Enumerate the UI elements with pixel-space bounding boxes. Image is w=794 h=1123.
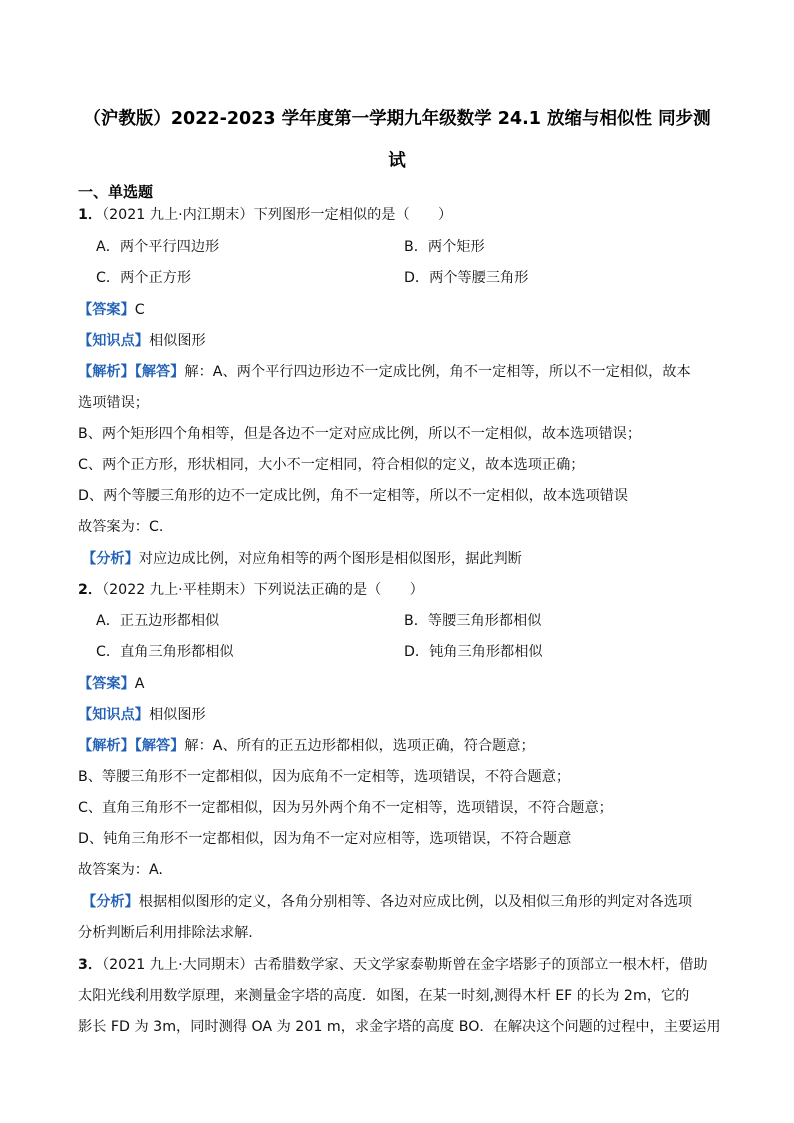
question-source: （2022 九上·平桂期末）	[102, 582, 254, 598]
question-1-knowledge	[78, 332, 206, 350]
question-number: 3．	[78, 957, 103, 973]
question-2-knowledge	[78, 706, 206, 724]
knowledge-tag: 【知识点】	[78, 707, 149, 723]
question-number: 1．	[78, 207, 103, 223]
question-1-analysis-line-3: B、两个矩形四个角相等，但是各边不一定对应成比例，所以不一定相似，故本选项错误；	[78, 426, 642, 442]
question-3-stem-line-1	[78, 956, 708, 974]
knowledge-value: 相似图形	[148, 333, 206, 349]
solution-tag: 【解答】	[134, 364, 185, 380]
analysis-text: 解：A、所有的正五边形都相似，选项正确，符合题意；	[184, 738, 535, 754]
answer-tag: 【答案】	[78, 302, 135, 318]
question-2-analyze-line-1	[82, 893, 692, 911]
document-title-line-1: （沪教版）2022-2023 学年度第一学期九年级数学 24.1 放缩与相似性 同步测	[83, 109, 711, 129]
question-2-analysis-line-2: B、等腰三角形不一定都相似，因为底角不一定相等，选项错误，不符合题意；	[78, 769, 571, 785]
knowledge-tag: 【知识点】	[78, 333, 149, 349]
question-2-analysis-line-4: D、钝角三角形不一定都相似，因为角不一定对应相等，选项错误，不符合题意	[78, 831, 572, 847]
question-source: （2021 九上·内江期末）	[102, 207, 254, 223]
question-2-analysis-line-3: C、直角三角形不一定都相似，因为另外两个角不一定相等，选项错误，不符合题意；	[78, 800, 613, 816]
question-2-analysis-line-1	[78, 737, 535, 755]
question-source: （2021 九上·大同期末）	[102, 957, 254, 973]
analyze-text: 对应边成比例，对应角相等的两个图形是相似图形，据此判断	[138, 551, 522, 567]
question-2-stem	[78, 581, 424, 599]
question-1-answer	[78, 301, 145, 319]
question-number: 2．	[78, 582, 103, 598]
question-1-option-c: C．两个正方形	[96, 270, 192, 286]
question-1-analysis-line-4: C、两个正方形，形状相同，大小不一定相同，符合相似的定义，故本选项正确；	[78, 457, 585, 473]
question-2-option-d: D．钝角三角形都相似	[404, 644, 543, 660]
question-3-stem-line-2: 太阳光线利用数学原理，来测量金字塔的高度．如图，在某一时刻,测得木杆 EF 的长为 2m，它的	[78, 988, 690, 1004]
question-1-option-d: D．两个等腰三角形	[404, 270, 529, 286]
question-2-option-a: A．正五边形都相似	[96, 613, 220, 629]
question-2-option-c: C．直角三角形都相似	[96, 644, 234, 660]
question-text: 下列图形一定相似的是（ ）	[253, 207, 453, 223]
question-text: 古希腊数学家、天文学家泰勒斯曾在金字塔影子的顶部立一根木杆，借助	[253, 957, 708, 973]
question-3-stem-line-3: 影长 FD 为 3m，同时测得 OA 为 201 m，求金字塔的高度 BO．在解决这个问题的过程中，主要运用	[78, 1019, 721, 1035]
question-2-option-b: B．等腰三角形都相似	[404, 613, 542, 629]
analysis-text: 解：A、两个平行四边形边不一定成比例，角不一定相等，所以不一定相似，故本	[184, 364, 691, 380]
question-2-answer	[78, 675, 144, 693]
answer-tag: 【答案】	[78, 676, 135, 692]
question-2-analyze-line-2: 分析判断后利用排除法求解.	[78, 925, 253, 941]
section-heading: 一、单选题	[78, 183, 154, 201]
question-1-option-b: B．两个矩形	[404, 239, 485, 255]
question-1-option-a: A．两个平行四边形	[96, 239, 220, 255]
analysis-tag: 【解析】	[78, 738, 135, 754]
question-1-analysis-line-1	[78, 363, 691, 381]
document-title-line-2: 试	[388, 151, 406, 171]
analysis-tag: 【解析】	[78, 364, 135, 380]
question-1-stem	[78, 206, 452, 224]
analyze-text: 根据相似图形的定义，各角分别相等、各边对应成比例，以及相似三角形的判定对各选项	[138, 894, 693, 910]
solution-tag: 【解答】	[134, 738, 185, 754]
question-1-analysis-line-5: D、两个等腰三角形的边不一定成比例，角不一定相等，所以不一定相似，故本选项错误	[78, 488, 629, 504]
question-2-analysis-line-5: 故答案为：A.	[78, 862, 163, 878]
question-1-analysis-line-6: 故答案为：C.	[78, 519, 164, 535]
question-text: 下列说法正确的是（ ）	[253, 582, 424, 598]
question-1-analyze	[82, 550, 522, 568]
knowledge-value: 相似图形	[148, 707, 206, 723]
analyze-tag: 【分析】	[82, 551, 139, 567]
question-1-analysis-line-2: 选项错误；	[78, 395, 149, 411]
answer-value: A	[134, 676, 145, 692]
answer-value: C	[134, 302, 145, 318]
analyze-tag: 【分析】	[82, 894, 139, 910]
